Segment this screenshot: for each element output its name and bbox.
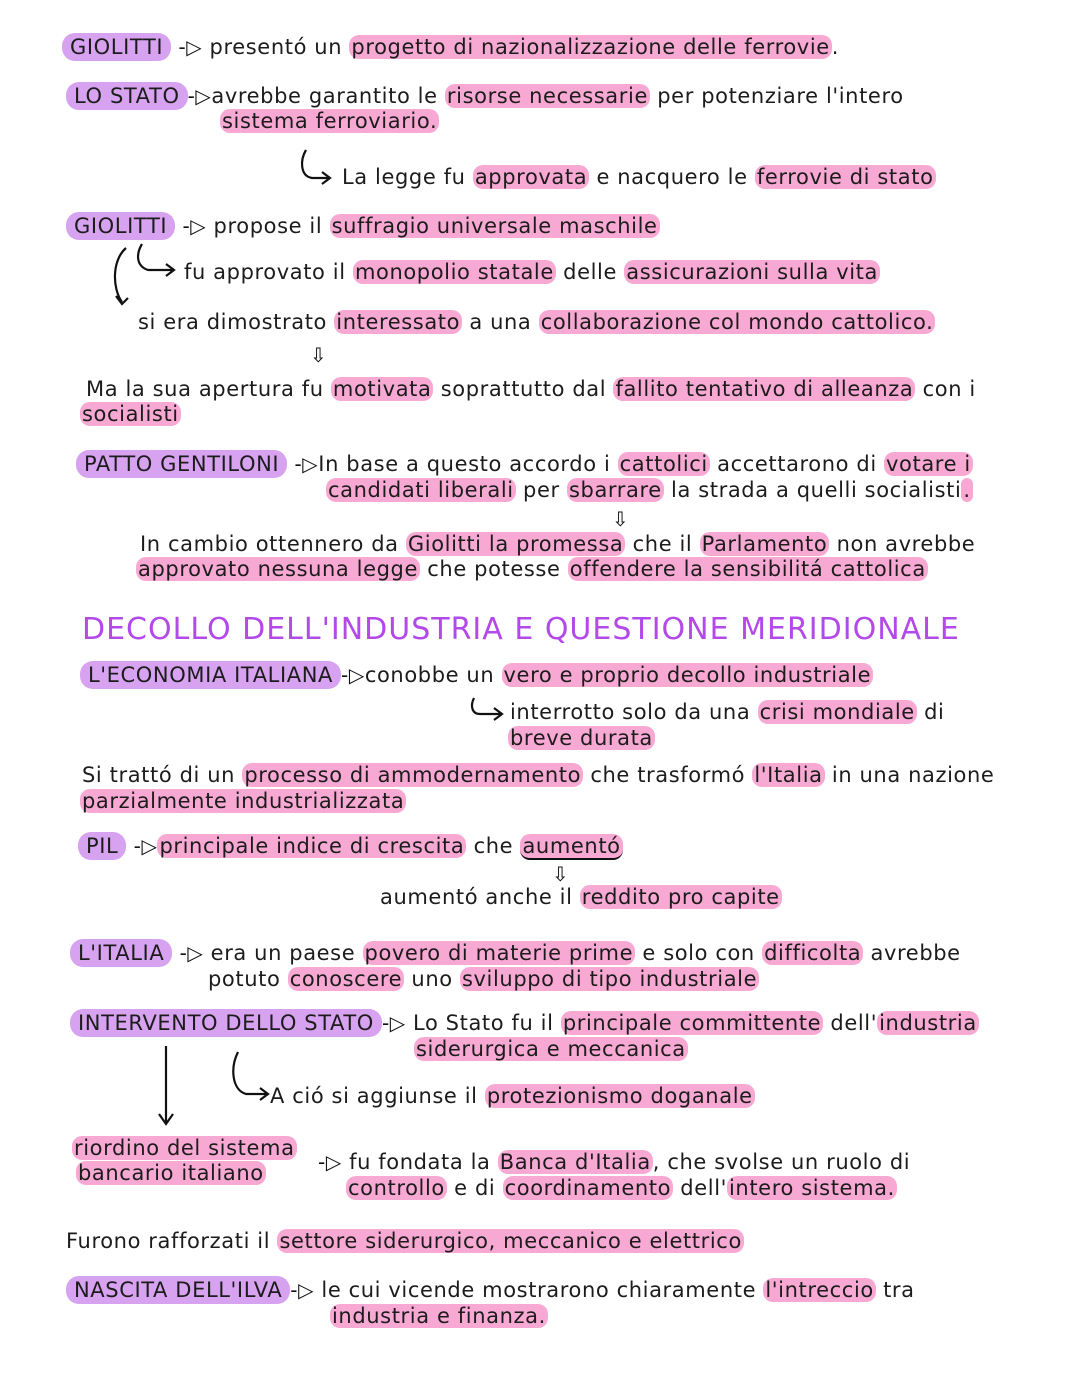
arrow-down-icon: ⇩ <box>612 507 630 531</box>
note-line-17 <box>270 1083 755 1109</box>
text: dell' <box>673 1176 727 1200</box>
highlight: sistema ferroviario. <box>222 109 438 133</box>
highlight: processo di ammodernamento <box>244 763 582 787</box>
text: con i <box>915 377 976 401</box>
text: La legge fu <box>342 165 473 189</box>
highlight: reddito pro capite <box>581 885 780 909</box>
text: In cambio ottennero da <box>140 532 406 556</box>
note-line-16 <box>70 1010 979 1036</box>
text: per potenziare l'intero <box>649 84 904 108</box>
text: conobbe un <box>364 663 502 687</box>
highlight: approvato nessuna legge <box>138 557 419 581</box>
arrow-down-icon: ⇩ <box>552 862 570 886</box>
keyword-tag: L'ECONOMIA ITALIANA <box>80 661 341 689</box>
highlight: difficolta <box>764 941 862 965</box>
highlight: breve durata <box>510 726 653 750</box>
highlight: l'Italia <box>754 763 823 787</box>
note-line-11 <box>510 699 944 725</box>
note-line-14 <box>380 884 782 910</box>
text: di <box>916 700 945 724</box>
highlight: monopolio statale <box>354 260 554 284</box>
highlight: principale indice di crescita <box>159 834 465 858</box>
keyword-tag: LO STATO <box>66 82 188 110</box>
text: fu fondata la <box>349 1150 498 1174</box>
highlight: bancario italiano <box>78 1161 264 1185</box>
note-line-16b <box>414 1036 688 1062</box>
highlight: Giolitti la promessa <box>407 532 624 556</box>
text: aumentó anche il <box>380 885 580 909</box>
text: accettarono di <box>709 452 885 476</box>
highlight: ferrovie di stato <box>756 165 934 189</box>
highlight: povero di materie prime <box>364 941 634 965</box>
note-line-8b <box>326 477 973 503</box>
highlight: offendere la sensibilitá cattolica <box>569 557 926 581</box>
section-title: DECOLLO DELL'INDUSTRIA E QUESTIONE MERIDIONALE <box>82 612 960 647</box>
note-line-21b <box>330 1303 548 1329</box>
highlight: socialisti <box>82 402 179 426</box>
highlight: interessato <box>336 310 461 334</box>
highlight: controllo <box>348 1176 445 1200</box>
text: a una <box>462 310 539 334</box>
note-line-18b <box>76 1160 266 1186</box>
text: fu approvato il <box>184 260 353 284</box>
text: avrebbe <box>863 941 961 965</box>
text: Si trattó di un <box>82 763 243 787</box>
note-line-19 <box>318 1149 910 1175</box>
highlight: fallito tentativo di alleanza <box>615 377 914 401</box>
text: che potesse <box>420 557 568 581</box>
text: che <box>466 834 521 858</box>
note-line-7b <box>80 401 181 427</box>
note-line-12 <box>82 762 994 788</box>
highlight: assicurazioni sulla vita <box>626 260 878 284</box>
arrow-right-icon: -▷ <box>179 941 204 965</box>
highlight: risorse necessarie <box>446 84 648 108</box>
highlight: l'intreccio <box>765 1278 874 1302</box>
highlight: suffragio universale maschile <box>331 214 658 238</box>
highlight: Parlamento <box>701 532 828 556</box>
highlight: approvata <box>474 165 588 189</box>
text: e di <box>446 1176 503 1200</box>
note-line-15 <box>70 940 961 966</box>
text: per <box>515 478 567 502</box>
note-line-3 <box>342 164 936 190</box>
text: presentó un <box>209 35 350 59</box>
text: In base a questo accordo i <box>318 452 618 476</box>
text: interrotto solo da una <box>510 700 758 724</box>
arrow-down-icon <box>150 1044 180 1130</box>
text: in una nazione <box>824 763 995 787</box>
text: e solo con <box>635 941 763 965</box>
arrow-down-icon: ⇩ <box>310 343 328 367</box>
highlight: motivata <box>332 377 432 401</box>
note-line-8 <box>76 451 973 477</box>
branch-arrows-icon <box>104 240 184 320</box>
text: Furono rafforzati il <box>66 1229 278 1253</box>
text: che trasformó <box>583 763 753 787</box>
text: avrebbe garantito le <box>211 84 445 108</box>
highlight: cattolici <box>619 452 708 476</box>
note-line-19b <box>346 1175 897 1201</box>
curved-arrow-icon <box>468 696 508 726</box>
arrow-right-icon: -▷ <box>178 35 203 59</box>
text: Lo Stato fu il <box>413 1011 561 1035</box>
highlight: crisi mondiale <box>759 700 915 724</box>
arrow-right-icon: -▷ <box>341 663 365 687</box>
highlight: parzialmente industrializzata <box>82 789 405 813</box>
highlight: protezionismo doganale <box>486 1084 753 1108</box>
text: le cui vicende mostrarono chiaramente <box>321 1278 764 1302</box>
highlight: conoscere <box>289 967 403 991</box>
highlight: candidati liberali <box>328 478 514 502</box>
text: dell' <box>823 1011 878 1035</box>
text: soprattutto dal <box>433 377 614 401</box>
keyword-tag: L'ITALIA <box>70 939 172 967</box>
highlight: votare i <box>886 452 971 476</box>
note-line-5 <box>184 259 880 285</box>
note-line-1 <box>62 34 839 60</box>
highlight: . <box>963 478 971 502</box>
text: tra <box>875 1278 915 1302</box>
arrow-right-icon: -▷ <box>133 834 158 858</box>
arrow-right-icon: -▷ <box>294 452 319 476</box>
keyword-tag: PATTO GENTILONI <box>76 450 287 478</box>
highlight: vero e proprio decollo industriale <box>503 663 872 687</box>
highlight: riordino del sistema <box>74 1136 295 1160</box>
note-line-15b <box>208 966 759 992</box>
note-line-18 <box>72 1135 297 1161</box>
highlight: aumentó <box>522 834 621 858</box>
highlight: industria <box>879 1011 977 1035</box>
highlight: Banca d'Italia <box>499 1150 651 1174</box>
text: e nacquero le <box>589 165 755 189</box>
highlight: settore siderurgico, meccanico e elettrico <box>279 1229 742 1253</box>
note-line-9 <box>140 531 975 557</box>
text: Ma la sua apertura fu <box>86 377 331 401</box>
text: era un paese <box>210 941 363 965</box>
arrow-right-icon: -▷ <box>187 84 212 108</box>
highlight: industria e finanza. <box>332 1304 546 1328</box>
keyword-tag: INTERVENTO DELLO STATO <box>70 1009 382 1037</box>
text: non avrebbe <box>829 532 976 556</box>
arrow-right-icon: -▷ <box>182 214 207 238</box>
highlight: principale committente <box>562 1011 822 1035</box>
curved-arrow-icon <box>296 148 336 188</box>
note-line-2b <box>220 108 439 134</box>
note-line-7 <box>86 376 976 402</box>
highlight: sviluppo di tipo industriale <box>461 967 758 991</box>
keyword-tag: GIOLITTI <box>62 33 171 61</box>
text: delle <box>555 260 625 284</box>
highlight: coordinamento <box>504 1176 672 1200</box>
highlight: siderurgica e meccanica <box>416 1037 686 1061</box>
arrow-right-icon: -▷ <box>381 1011 406 1035</box>
keyword-tag: PIL <box>78 832 126 860</box>
keyword-tag: GIOLITTI <box>66 212 175 240</box>
arrow-right-icon: -▷ <box>290 1278 315 1302</box>
highlight: intero sistema. <box>729 1176 895 1200</box>
text: uno <box>404 967 460 991</box>
note-line-20 <box>66 1228 744 1254</box>
note-line-12b <box>80 788 406 814</box>
text: che il <box>625 532 700 556</box>
note-line-6 <box>138 309 935 335</box>
note-line-2 <box>66 83 904 109</box>
text: propose il <box>213 214 330 238</box>
text: , che svolse un ruolo di <box>652 1150 911 1174</box>
highlight: sbarrare <box>568 478 662 502</box>
text: si era dimostrato <box>138 310 335 334</box>
note-line-4 <box>66 213 660 239</box>
arrow-right-icon: -▷ <box>318 1150 342 1174</box>
text: A ció si aggiunse il <box>270 1084 485 1108</box>
highlight: progetto di nazionalizzazione delle ferrovie <box>351 35 830 59</box>
note-line-13 <box>78 833 623 859</box>
note-line-10 <box>80 662 873 688</box>
note-line-21 <box>66 1277 915 1303</box>
highlight: collaborazione col mondo cattolico. <box>540 310 934 334</box>
keyword-tag: NASCITA DELL'ILVA <box>66 1276 290 1304</box>
note-line-11b <box>508 725 655 751</box>
curved-arrow-icon <box>228 1050 272 1106</box>
text: la strada a quelli socialisti <box>663 478 962 502</box>
note-line-9b <box>136 556 928 582</box>
text: potuto <box>208 967 288 991</box>
text: . <box>831 35 840 59</box>
